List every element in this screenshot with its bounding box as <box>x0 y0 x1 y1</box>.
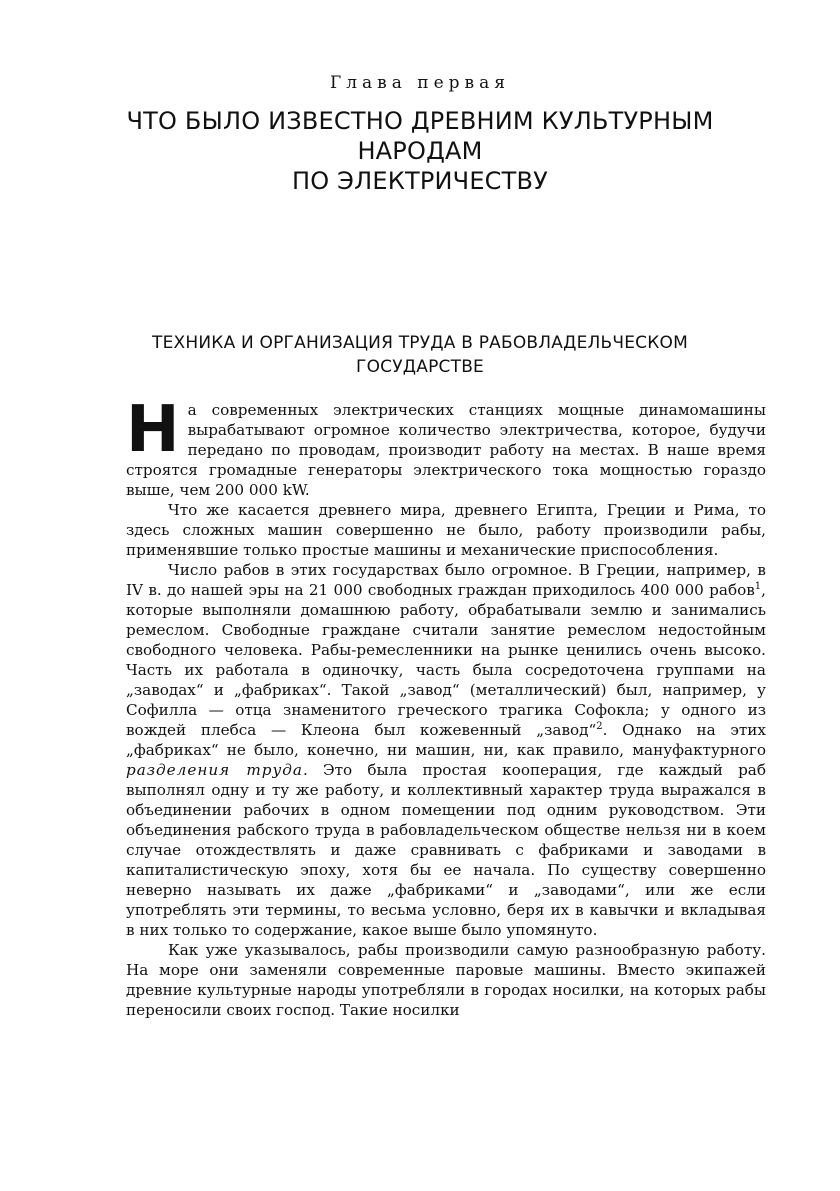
paragraph-4 <box>126 940 766 1020</box>
paragraph-4-text: Как уже указывалось, рабы производили самую разнообразную работу. На море они заменяли современные паровые машины. Вместо экипажей древние культурные народы употребляли в городах носилки, на которых рабы переносили своих господ. Такие носилки <box>126 941 766 1019</box>
paragraph-2-text: Что же касается древнего мира, древнего Египта, Греции и Рима, то здесь сложных машин совершенно не было, работу производили рабы, применявшие только простые машины и механические приспособления. <box>126 501 766 559</box>
chapter-label: Глава первая <box>329 73 510 93</box>
body-text <box>126 393 767 1020</box>
paragraph-3-text-part-1: Число рабов в этих государствах было огромное. В Греции, например, в IV в. до нашей эры на 21 000 свободных граждан приходилось 400 000 рабов <box>126 561 766 599</box>
drop-cap: Н <box>126 393 180 467</box>
section-title-line-2: ГОСУДАРСТВЕ <box>356 357 484 377</box>
paragraph-1-text: а современных электрических станциях мощные динамомашины вырабатывают огромное количество электричества, которое, будучи передано по проводам, производит работу на местах. В наше время строятся громадные генераторы электрического тока мощностью гораздо выше, чем 200 000 kW. <box>126 401 766 499</box>
paragraph-3-text-part-2: , которые выполняли домашнюю работу, обрабатывали землю и занимались ремеслом. Свободные граждане считали занятие ремеслом недостойным свободного человека. Рабы-ремесленники на рынке ценились очень высоко. Часть их работала в одиночку, часть была сосредоточена группами на „заводах“ и „фабриках“. Такой „завод“ (металлический) был, например, у Софилла — отца знаменитого греческого трагика Софокла; у одного из вождей плебса — Клеона был кожевенный „завод“ <box>126 581 766 739</box>
paragraph-2 <box>126 500 766 560</box>
paragraph-1 <box>126 393 766 500</box>
chapter-title-line-2: ПО ЭЛЕКТРИЧЕСТВУ <box>292 167 548 195</box>
paragraph-3-text-part-4: . Это была простая кооперация, где каждый раб выполнял одну и ту же работу, и коллективный характер труда выражался в объединении рабочих в одном помещении под одним руководством. Эти объединения рабского труда в рабовладельческом обществе нельзя ни в коем случае отождествлять и даже сравнивать с фабриками и заводами в капиталистическую эпоху, хотя бы ее начала. По существу совершенно неверно называть их даже „фабриками“ и „заводами“, или же если употреблять эти термины, то весьма условно, беря их в кавычки и вкладывая в них только то содержание, какое выше было упомянуто. <box>126 761 767 939</box>
emphasized-phrase: разделения труда <box>126 761 303 779</box>
section-title <box>150 331 690 379</box>
footnote-marker-1[interactable]: 1 <box>754 580 762 592</box>
chapter-title <box>100 106 740 196</box>
section-title-line-1: ТЕХНИКА И ОРГАНИЗАЦИЯ ТРУДА В РАБОВЛАДЕЛЬЧЕСКОМ <box>152 333 688 353</box>
footnote-marker-2[interactable]: 2 <box>596 720 603 732</box>
chapter-title-line-1: ЧТО БЫЛО ИЗВЕСТНО ДРЕВНИМ КУЛЬТУРНЫМ НАРОДАМ <box>126 107 714 165</box>
paragraph-3 <box>126 560 766 940</box>
paragraph-3-text-part-3: . Однако на этих „фабриках“ не было, конечно, ни машин, ни, как правило, мануфактурного <box>126 721 766 759</box>
